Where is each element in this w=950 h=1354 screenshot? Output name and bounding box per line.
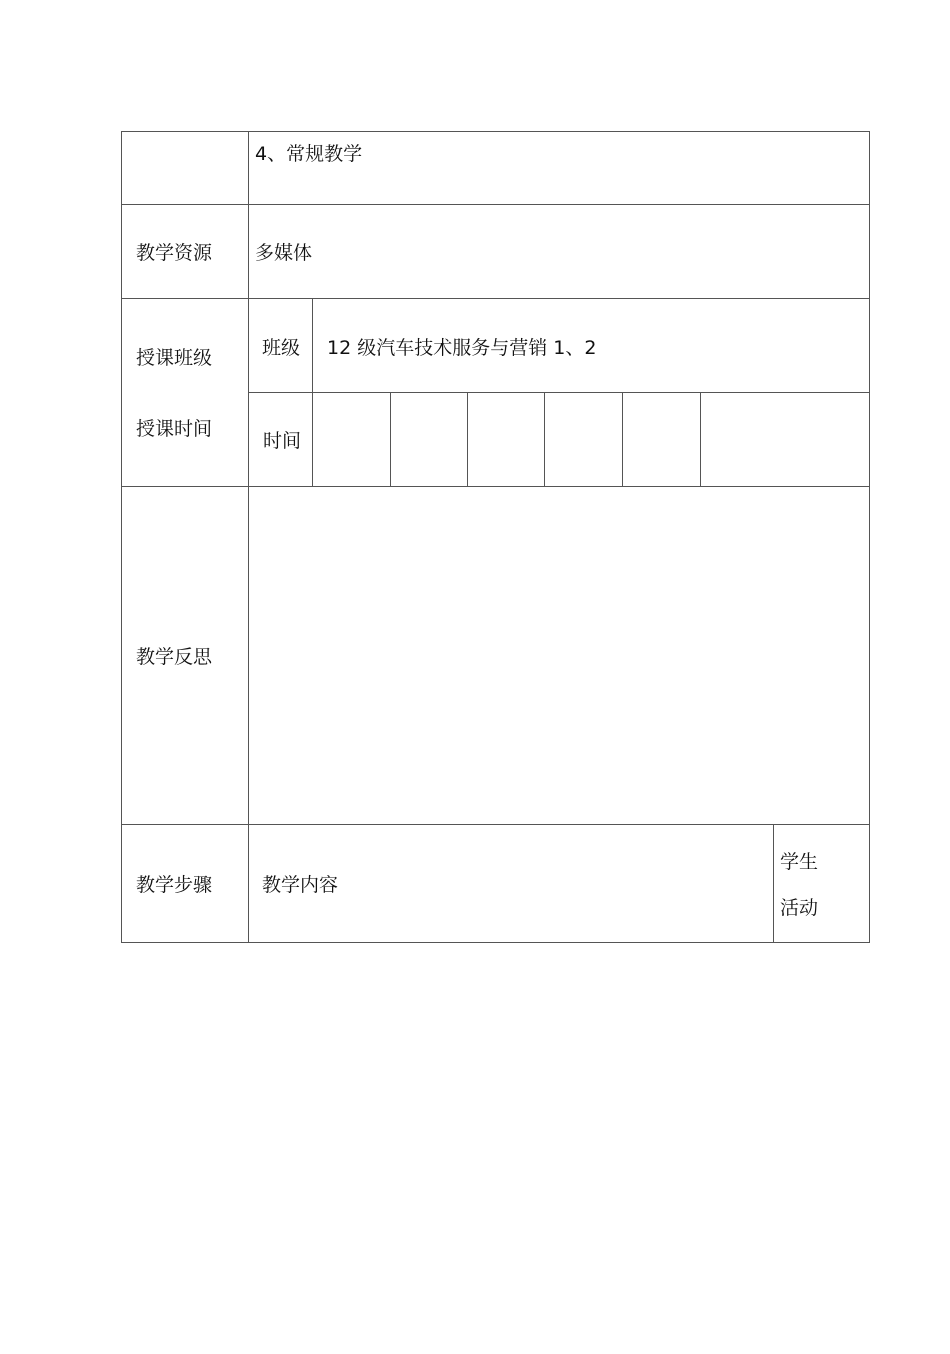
- teaching-reflection-label: 教学反思: [136, 646, 213, 668]
- time-cell-divider: [544, 392, 545, 486]
- student-activity-line1: 学生: [780, 851, 819, 873]
- table-border-right: [869, 131, 870, 943]
- table-border-top: [121, 131, 870, 132]
- time-cell-divider: [622, 392, 623, 486]
- teaching-resources-label: 教学资源: [136, 242, 213, 264]
- subheader-column-divider: [312, 298, 313, 486]
- time-header: 时间: [263, 430, 302, 452]
- teaching-method-text: 4、常规教学: [255, 143, 363, 165]
- class-label: 授课班级: [136, 347, 213, 369]
- class-header: 班级: [262, 337, 301, 359]
- class-value: 12 级汽车技术服务与营销 1、2: [327, 337, 597, 359]
- time-cell-divider: [390, 392, 391, 486]
- table-border-bottom: [121, 942, 870, 943]
- activity-column-divider: [773, 824, 774, 942]
- row-divider: [121, 486, 870, 487]
- label-column-divider: [248, 131, 249, 943]
- teaching-resources-value: 多媒体: [255, 242, 313, 264]
- teaching-steps-label: 教学步骤: [136, 874, 213, 896]
- table-border-left: [121, 131, 122, 943]
- row-divider: [121, 298, 870, 299]
- time-cell-divider: [700, 392, 701, 486]
- time-cell-divider: [467, 392, 468, 486]
- time-label: 授课时间: [136, 418, 213, 440]
- row-divider: [121, 204, 870, 205]
- row-divider: [121, 824, 870, 825]
- teaching-content-header: 教学内容: [262, 874, 339, 896]
- student-activity-line2: 活动: [780, 897, 819, 919]
- row-divider: [248, 392, 870, 393]
